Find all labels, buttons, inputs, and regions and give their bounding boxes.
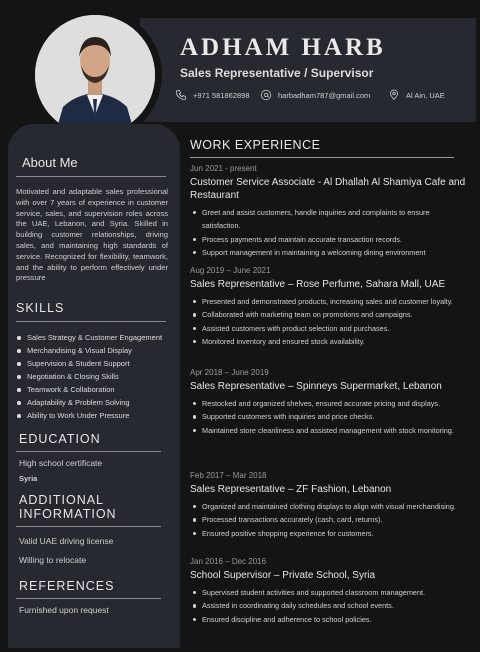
about-heading: About Me	[22, 155, 78, 170]
job-bullets	[190, 397, 470, 437]
education-place: Syria	[19, 474, 38, 483]
education-degree: High school certificate	[19, 458, 103, 468]
references-text: Furnished upon request	[19, 605, 109, 615]
job-title: Sales Representative – Spinneys Supermarket, Lebanon	[190, 381, 442, 392]
education-heading: EDUCATION	[19, 432, 101, 446]
job-bullets	[190, 295, 470, 348]
additional-item: Valid UAE driving license	[19, 536, 114, 546]
job-entry	[190, 557, 470, 626]
work-heading: WORK EXPERIENCE	[190, 138, 321, 152]
references-heading: REFERENCES	[19, 579, 115, 593]
job-bullet: Greet and assist customers, handle inquiries and complaints to ensure satisfaction.	[190, 206, 470, 233]
candidate-title: Sales Representative / Supervisor	[180, 66, 374, 80]
job-bullet: Assisted in coordinating daily schedules and school events.	[190, 599, 470, 612]
location-text: Al Ain, UAE	[406, 90, 445, 100]
job-date: Jun 2021 - present	[190, 164, 257, 173]
job-bullet: Supported customers with inquiries and price checks.	[190, 410, 470, 423]
work-divider	[190, 157, 454, 158]
skills-divider	[16, 321, 166, 322]
job-bullet: Collaborated with marketing team on promotions and campaigns.	[190, 308, 470, 321]
job-date: Feb 2017 – Mar 2018	[190, 471, 267, 480]
job-title: School Supervisor – Private School, Syria	[190, 570, 376, 581]
job-bullet: Monitored inventory and ensured stock availability.	[190, 335, 470, 348]
education-divider	[16, 451, 161, 452]
additional-heading-line2: INFORMATION	[19, 507, 117, 521]
job-title: Sales Representative – ZF Fashion, Lebanon	[190, 484, 392, 495]
skill-item: Sales Strategy & Customer Engagement	[16, 331, 162, 344]
references-divider	[16, 598, 161, 599]
phone-text: +971 581862898	[193, 90, 250, 100]
at-icon	[260, 89, 272, 101]
skill-item: Supervision & Student Support	[16, 357, 162, 370]
job-bullet: Ensured discipline and adherence to school policies.	[190, 613, 470, 626]
job-bullets	[190, 206, 470, 259]
profile-photo	[35, 15, 155, 135]
skill-item: Adaptability & Problem Solving	[16, 396, 162, 409]
job-entry	[190, 164, 470, 259]
job-bullet: Support management in maintaining a welcoming dining environment	[190, 246, 470, 259]
skill-item: Merchandising & Visual Display	[16, 344, 162, 357]
job-bullets	[190, 586, 470, 626]
job-title: Customer Service Associate - Al Dhallah Al Shamiya Cafe and Restaurant	[190, 177, 466, 201]
job-bullet: Processed transactions accurately (cash, card, returns).	[190, 513, 470, 526]
additional-item: Willing to relocate	[19, 555, 87, 565]
candidate-name: ADHAM HARB	[180, 34, 386, 61]
job-entry	[190, 368, 470, 437]
skill-item: Ability to Work Under Pressure	[16, 409, 162, 422]
skills-list	[16, 331, 162, 422]
job-date: Apr 2018 – June 2019	[190, 368, 269, 377]
about-text: Motivated and adaptable sales professional with over 7 years of experience in customer service, sales, and supervision roles across the UAE, Lebanon, and Syria. Skilled in building customer relationships, driving sales, and maintaining high standards of service. Recognized for flexibility, teamwork, and the ability to perform effectively under pressure	[16, 187, 168, 283]
contact-location	[388, 89, 445, 101]
skills-heading: SKILLS	[16, 301, 65, 315]
location-pin-icon	[388, 89, 400, 101]
job-bullets	[190, 500, 470, 540]
additional-divider	[16, 526, 161, 527]
phone-icon	[175, 89, 187, 101]
job-bullet: Supervised student activities and supported classroom management.	[190, 586, 470, 599]
contact-email	[260, 89, 370, 101]
job-bullet: Restocked and organized shelves, ensured accurate pricing and displays.	[190, 397, 470, 410]
job-bullet: Presented and demonstrated products, increasing sales and customer loyalty.	[190, 295, 470, 308]
about-divider	[16, 176, 166, 177]
job-entry	[190, 266, 470, 348]
email-text: harbadham787@gmail.com	[278, 90, 371, 100]
job-date: Jan 2016 – Dec 2016	[190, 557, 267, 566]
job-date: Aug 2019 – June 2021	[190, 266, 271, 275]
job-bullet: Process payments and maintain accurate transaction records.	[190, 233, 470, 246]
job-entry	[190, 471, 470, 540]
skill-item: Negotiation & Closing Skills	[16, 370, 162, 383]
skill-item: Teamwork & Collaboration	[16, 383, 162, 396]
job-bullet: Organized and maintained clothing displays to align with visual merchandising.	[190, 500, 470, 513]
additional-heading-line1: ADDITIONAL	[19, 493, 105, 507]
job-title: Sales Representative – Rose Perfume, Sahara Mall, UAE	[190, 279, 446, 290]
job-bullet: Maintained store cleanliness and assisted management with stock monitoring.	[190, 424, 470, 437]
job-bullet: Assisted customers with product selection and purchases.	[190, 322, 470, 335]
contact-phone	[175, 89, 250, 101]
job-bullet: Ensured positive shopping experience for customers.	[190, 527, 470, 540]
